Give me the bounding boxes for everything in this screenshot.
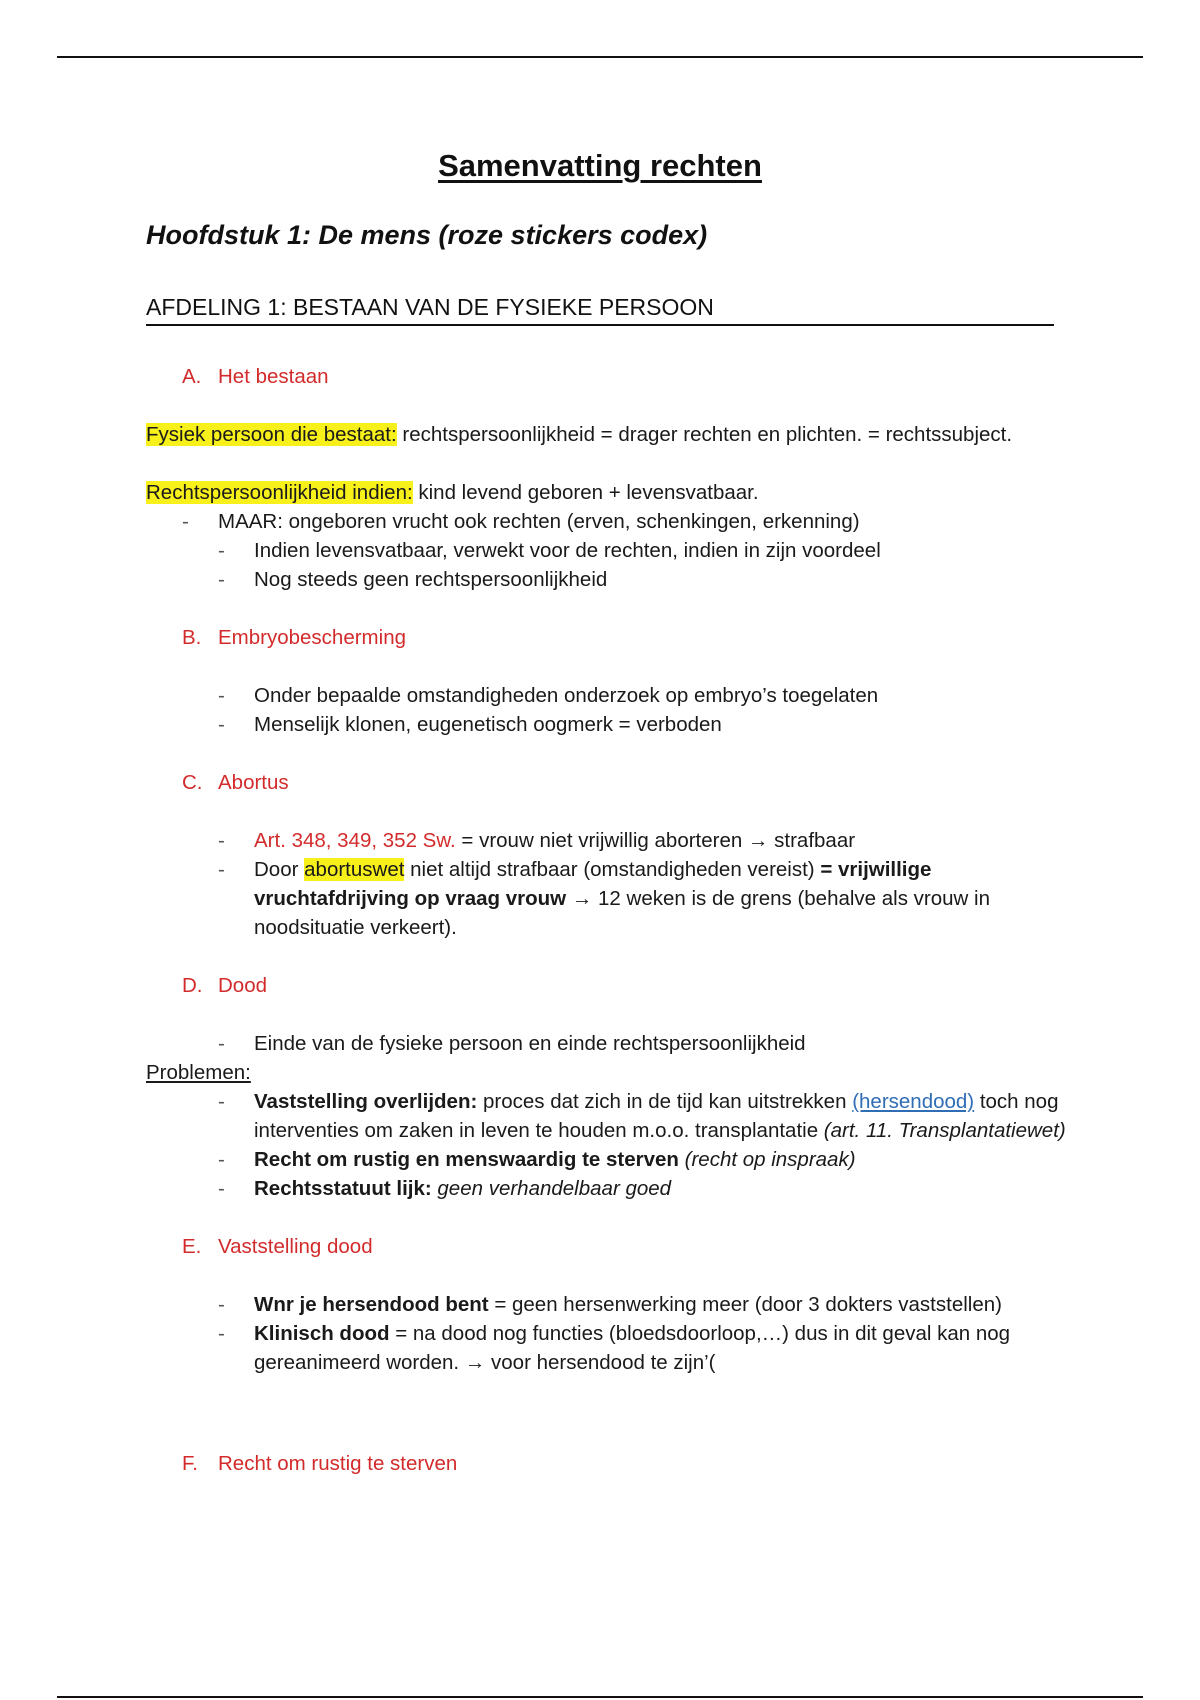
list-item [146, 855, 1066, 942]
bold-text: Wnr je hersendood bent [254, 1293, 489, 1316]
bold-text: = vrijwillige vruchtafdrijving op vraag vrouw [254, 858, 932, 910]
list-problemen [146, 1087, 1066, 1203]
subheading-letter: D. [182, 974, 203, 997]
hersendood-link[interactable]: (hersendood) [852, 1090, 975, 1113]
bold-text: Rechtsstatuut lijk: [254, 1177, 432, 1200]
subheading-label: Dood [218, 974, 268, 997]
list-item [146, 1174, 1066, 1203]
subheading-label: Recht om rustig te sterven [218, 1452, 458, 1475]
problemen-label: Problemen: [146, 1061, 251, 1084]
subheading-label: Vaststelling dood [218, 1235, 373, 1258]
subheading-d [182, 971, 1066, 1000]
list-item: - Menselijk klonen, eugenetisch oogmerk = verboden [146, 710, 1066, 739]
subheading-label: Abortus [218, 771, 289, 794]
top-rule [57, 56, 1143, 58]
subheading-f [182, 1449, 1066, 1478]
list-item [146, 826, 1066, 855]
bottom-rule [57, 1696, 1143, 1698]
subheading-letter: B. [182, 626, 202, 649]
paragraph-text: kind levend geboren + levensvatbaar. [412, 481, 759, 504]
list-vaststelling [146, 1290, 1066, 1377]
list-item-text: toch nog interventies om zaken in leven te houden m.o.o. transplantatie [254, 1090, 1059, 1142]
list-abortus [146, 826, 1066, 942]
bold-text: Klinisch dood [254, 1322, 390, 1345]
list-item [146, 1145, 1066, 1174]
subheading-b [182, 623, 1066, 652]
bold-text: Recht om rustig en menswaardig te sterven [254, 1148, 679, 1171]
list-item [146, 1290, 1066, 1319]
paragraph-rechtspersoonlijkheid [146, 478, 1066, 507]
list-dood [146, 1029, 1066, 1058]
subheading-c [182, 768, 1066, 797]
list-embryo [146, 681, 1066, 739]
bold-text: Vaststelling overlijden: [254, 1090, 478, 1113]
list-item [146, 1087, 1066, 1145]
italic-text: (recht op inspraak) [678, 1148, 856, 1171]
highlight-text: Fysiek persoon die bestaat: [146, 423, 397, 446]
list-item: - Indien levensvatbaar, verwekt voor de rechten, indien in zijn voordeel [146, 536, 1066, 565]
subheading-e [182, 1232, 1066, 1261]
list-item: - Nog steeds geen rechtspersoonlijkheid [146, 565, 1066, 594]
list-item-text: = geen hersenwerking meer (door 3 dokters vaststellen) [488, 1293, 1002, 1316]
chapter-heading: Hoofdstuk 1: De mens (roze stickers codex) [146, 220, 708, 250]
list-item [146, 1319, 1066, 1377]
list-item-text: Door [254, 858, 305, 881]
list-item-text: → 12 weken is de grens (behalve als vrouw in noodsituatie verkeert). [254, 887, 991, 939]
italic-text: geen verhandelbaar goed [431, 1177, 672, 1200]
paragraph-fysiek-persoon [146, 420, 1066, 449]
subheading-letter: E. [182, 1235, 202, 1258]
document-body [146, 362, 1066, 1478]
list-item-text: = vrouw niet vrijwillig aborteren → strafbaar [455, 829, 856, 852]
subheading-a [182, 362, 1066, 391]
highlight-text: Rechtspersoonlijkheid indien: [146, 481, 413, 504]
highlight-text: abortuswet [304, 858, 405, 881]
subheading-label: Het bestaan [218, 365, 329, 388]
list-item: - Onder bepaalde omstandigheden onderzoek op embryo’s toegelaten [146, 681, 1066, 710]
subheading-letter: F. [182, 1452, 198, 1475]
subheading-letter: A. [182, 365, 202, 388]
section-heading: AFDELING 1: BESTAAN VAN DE FYSIEKE PERSOON [146, 294, 1054, 326]
italic-text: (art. 11. Transplantatiewet) [823, 1119, 1066, 1142]
document-title: Samenvatting rechten [438, 148, 762, 183]
list-item-text: proces dat zich in de tijd kan uitstrekken [477, 1090, 853, 1113]
article-reference: Art. 348, 349, 352 Sw. [254, 829, 456, 852]
paragraph-text: rechtspersoonlijkheid = drager rechten en plichten. = rechtssubject. [396, 423, 1013, 446]
list-item-text: niet altijd strafbaar (omstandigheden vereist) [404, 858, 821, 881]
list-rechtspersoonlijkheid [146, 507, 1066, 594]
list-item-text: = na dood nog functies (bloedsdoorloop,…) dus in dit geval kan nog gereanimeerd worden. → voor hersendood te zijn’( [254, 1322, 1011, 1374]
subheading-label: Embryobescherming [218, 626, 406, 649]
subheading-letter: C. [182, 771, 203, 794]
list-item: - MAAR: ongeboren vrucht ook rechten (erven, schenkingen, erkenning) [146, 507, 1066, 536]
list-item: - Einde van de fysieke persoon en einde rechtspersoonlijkheid [146, 1029, 1066, 1058]
